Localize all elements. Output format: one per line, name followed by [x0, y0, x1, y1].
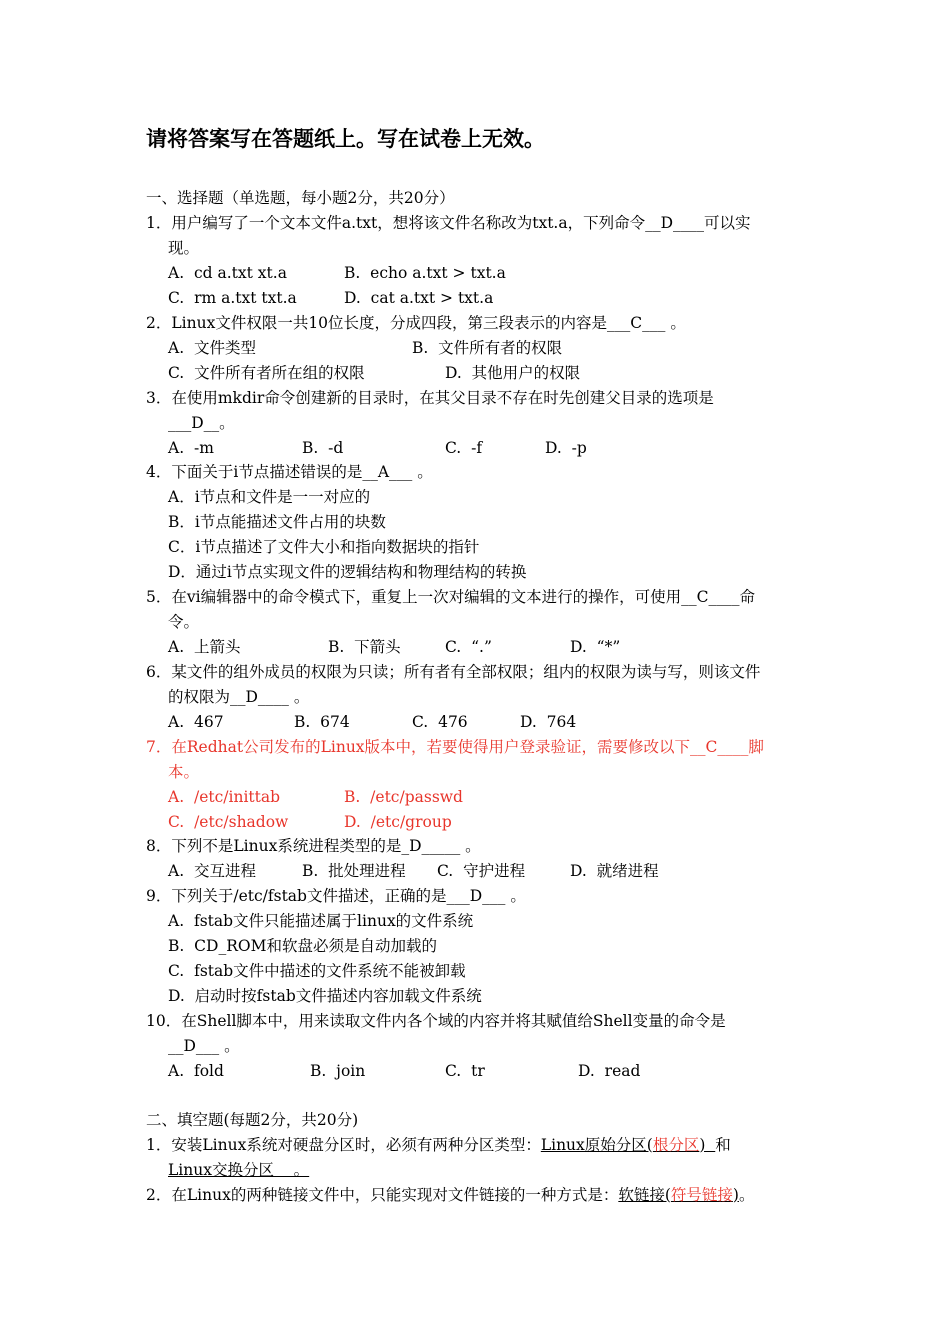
answer-text: ): [732, 1186, 739, 1204]
page-title: 请将答案写在答题纸上。写在试卷上无效。: [146, 127, 545, 151]
answer-text: Linux原始分区(: [540, 1136, 653, 1154]
option-b: B. join: [310, 1062, 366, 1080]
option-a: A. -m: [168, 439, 214, 457]
option-d: D. read: [578, 1062, 641, 1080]
option-b: B. 文件所有者的权限: [412, 339, 563, 357]
option-b: B. -d: [302, 439, 344, 457]
section-heading: 一、选择题（单选题，每小题2分，共20分）: [146, 189, 455, 207]
answer-blank: [541, 1136, 715, 1154]
option-a: A．i节点和文件是一一对应的: [168, 488, 371, 506]
option-c: C．i节点描述了文件大小和指向数据块的指针: [168, 538, 480, 556]
answer-highlight: 根分区: [652, 1136, 700, 1154]
question-10-cont: __D___ 。: [168, 1037, 240, 1055]
question-1: 1．用户编写了一个文本文件a.txt，想将该文件名称改为txt.a，下列命令__D____可以实: [146, 214, 751, 232]
answer-text: 软链接(: [618, 1186, 671, 1204]
answer-blank: [618, 1186, 739, 1204]
option-c: C. /etc/shadow: [168, 813, 289, 831]
question-4: 4．下面关于i节点描述错误的是__A___ 。: [146, 463, 433, 481]
option-d: D. /etc/group: [344, 813, 452, 831]
question-7: 7．在Redhat公司发布的Linux版本中，若要使得用户登录验证，需要修改以下__C____脚: [146, 738, 764, 756]
option-b: B. 下箭头: [328, 638, 401, 656]
question-5: 5．在vi编辑器中的命令模式下，重复上一次对编辑的文本进行的操作，可使用__C____命: [146, 588, 755, 606]
option-c: C. 守护进程: [437, 862, 526, 880]
option-a: A. 文件类型: [168, 339, 256, 357]
option-c: C. fstab文件中描述的文件系统不能被卸载: [168, 962, 466, 980]
option-b: B．i节点能描述文件占用的块数: [168, 513, 386, 531]
question-8: 8．下列不是Linux系统进程类型的是_D_____ 。: [146, 837, 481, 855]
option-d: D．通过i节点实现文件的逻辑结构和物理结构的转换: [168, 563, 527, 581]
answer-blank: Linux交换分区 。: [168, 1161, 310, 1179]
question-3: 3．在使用mkdir命令创建新的目录时，在其父目录不存在时先创建父目录的选项是: [146, 389, 714, 407]
answer-text: ): [699, 1136, 716, 1154]
option-d: D. -p: [545, 439, 587, 457]
option-d: D. 就绪进程: [570, 862, 659, 880]
question-10: 10．在Shell脚本中，用来读取文件内各个域的内容并将其赋值给Shell变量的命令是: [146, 1012, 726, 1030]
option-d: D. 764: [520, 713, 577, 731]
option-a: A. cd a.txt xt.a: [168, 264, 287, 282]
option-d: D. 启动时按fstab文件描述内容加载文件系统: [168, 987, 482, 1005]
question-text: 。: [738, 1186, 755, 1204]
question-5-cont: 令。: [168, 613, 200, 631]
option-d: D. 其他用户的权限: [445, 364, 581, 382]
question-6-cont: 的权限为__D____ 。: [168, 688, 310, 706]
question-7-cont: 本。: [168, 763, 200, 781]
section-heading: 二、填空题(每题2分，共20分): [146, 1111, 359, 1129]
option-c: C. tr: [445, 1062, 485, 1080]
option-a: A. fold: [168, 1062, 224, 1080]
option-c: C. rm a.txt txt.a: [168, 289, 297, 307]
question-6: 6．某文件的组外成员的权限为只读；所有者有全部权限；组内的权限为读与写，则该文件: [146, 663, 761, 681]
option-d: D. cat a.txt > txt.a: [344, 289, 494, 307]
question-3-cont: ___D__。: [168, 414, 235, 432]
option-d: D. “*”: [570, 638, 621, 656]
option-b: B. 674: [294, 713, 350, 731]
question-2: 2．Linux文件权限一共10位长度，分成四段，第三段表示的内容是___C___ 。: [146, 314, 686, 332]
fill-question-2: [146, 1185, 754, 1205]
option-c: C. 文件所有者所在组的权限: [168, 364, 365, 382]
option-b: B. 批处理进程: [302, 862, 406, 880]
question-1-cont: 现。: [168, 239, 200, 257]
question-text: 2．在Linux的两种链接文件中，只能实现对文件链接的一种方式是：: [146, 1186, 619, 1204]
option-c: C. -f: [445, 439, 483, 457]
option-c: C. 476: [412, 713, 468, 731]
option-a: A. 467: [168, 713, 224, 731]
option-c: C. “.”: [445, 638, 492, 656]
question-text: 1．安装Linux系统对硬盘分区时，必须有两种分区类型：: [146, 1136, 541, 1154]
option-b: B. CD_ROM和软盘必须是自动加载的: [168, 937, 437, 955]
option-a: A. fstab文件只能描述属于linux的文件系统: [168, 912, 474, 930]
option-b: B. echo a.txt > txt.a: [344, 264, 506, 282]
answer-highlight: 符号链接: [670, 1186, 733, 1204]
question-9: 9．下列关于/etc/fstab文件描述，正确的是___D___ 。: [146, 887, 526, 905]
option-a: A. /etc/inittab: [168, 788, 281, 806]
question-text: 和: [715, 1136, 731, 1154]
option-a: A. 交互进程: [168, 862, 256, 880]
option-b: B. /etc/passwd: [344, 788, 463, 806]
fill-question-1: [146, 1135, 731, 1155]
option-a: A. 上箭头: [168, 638, 241, 656]
